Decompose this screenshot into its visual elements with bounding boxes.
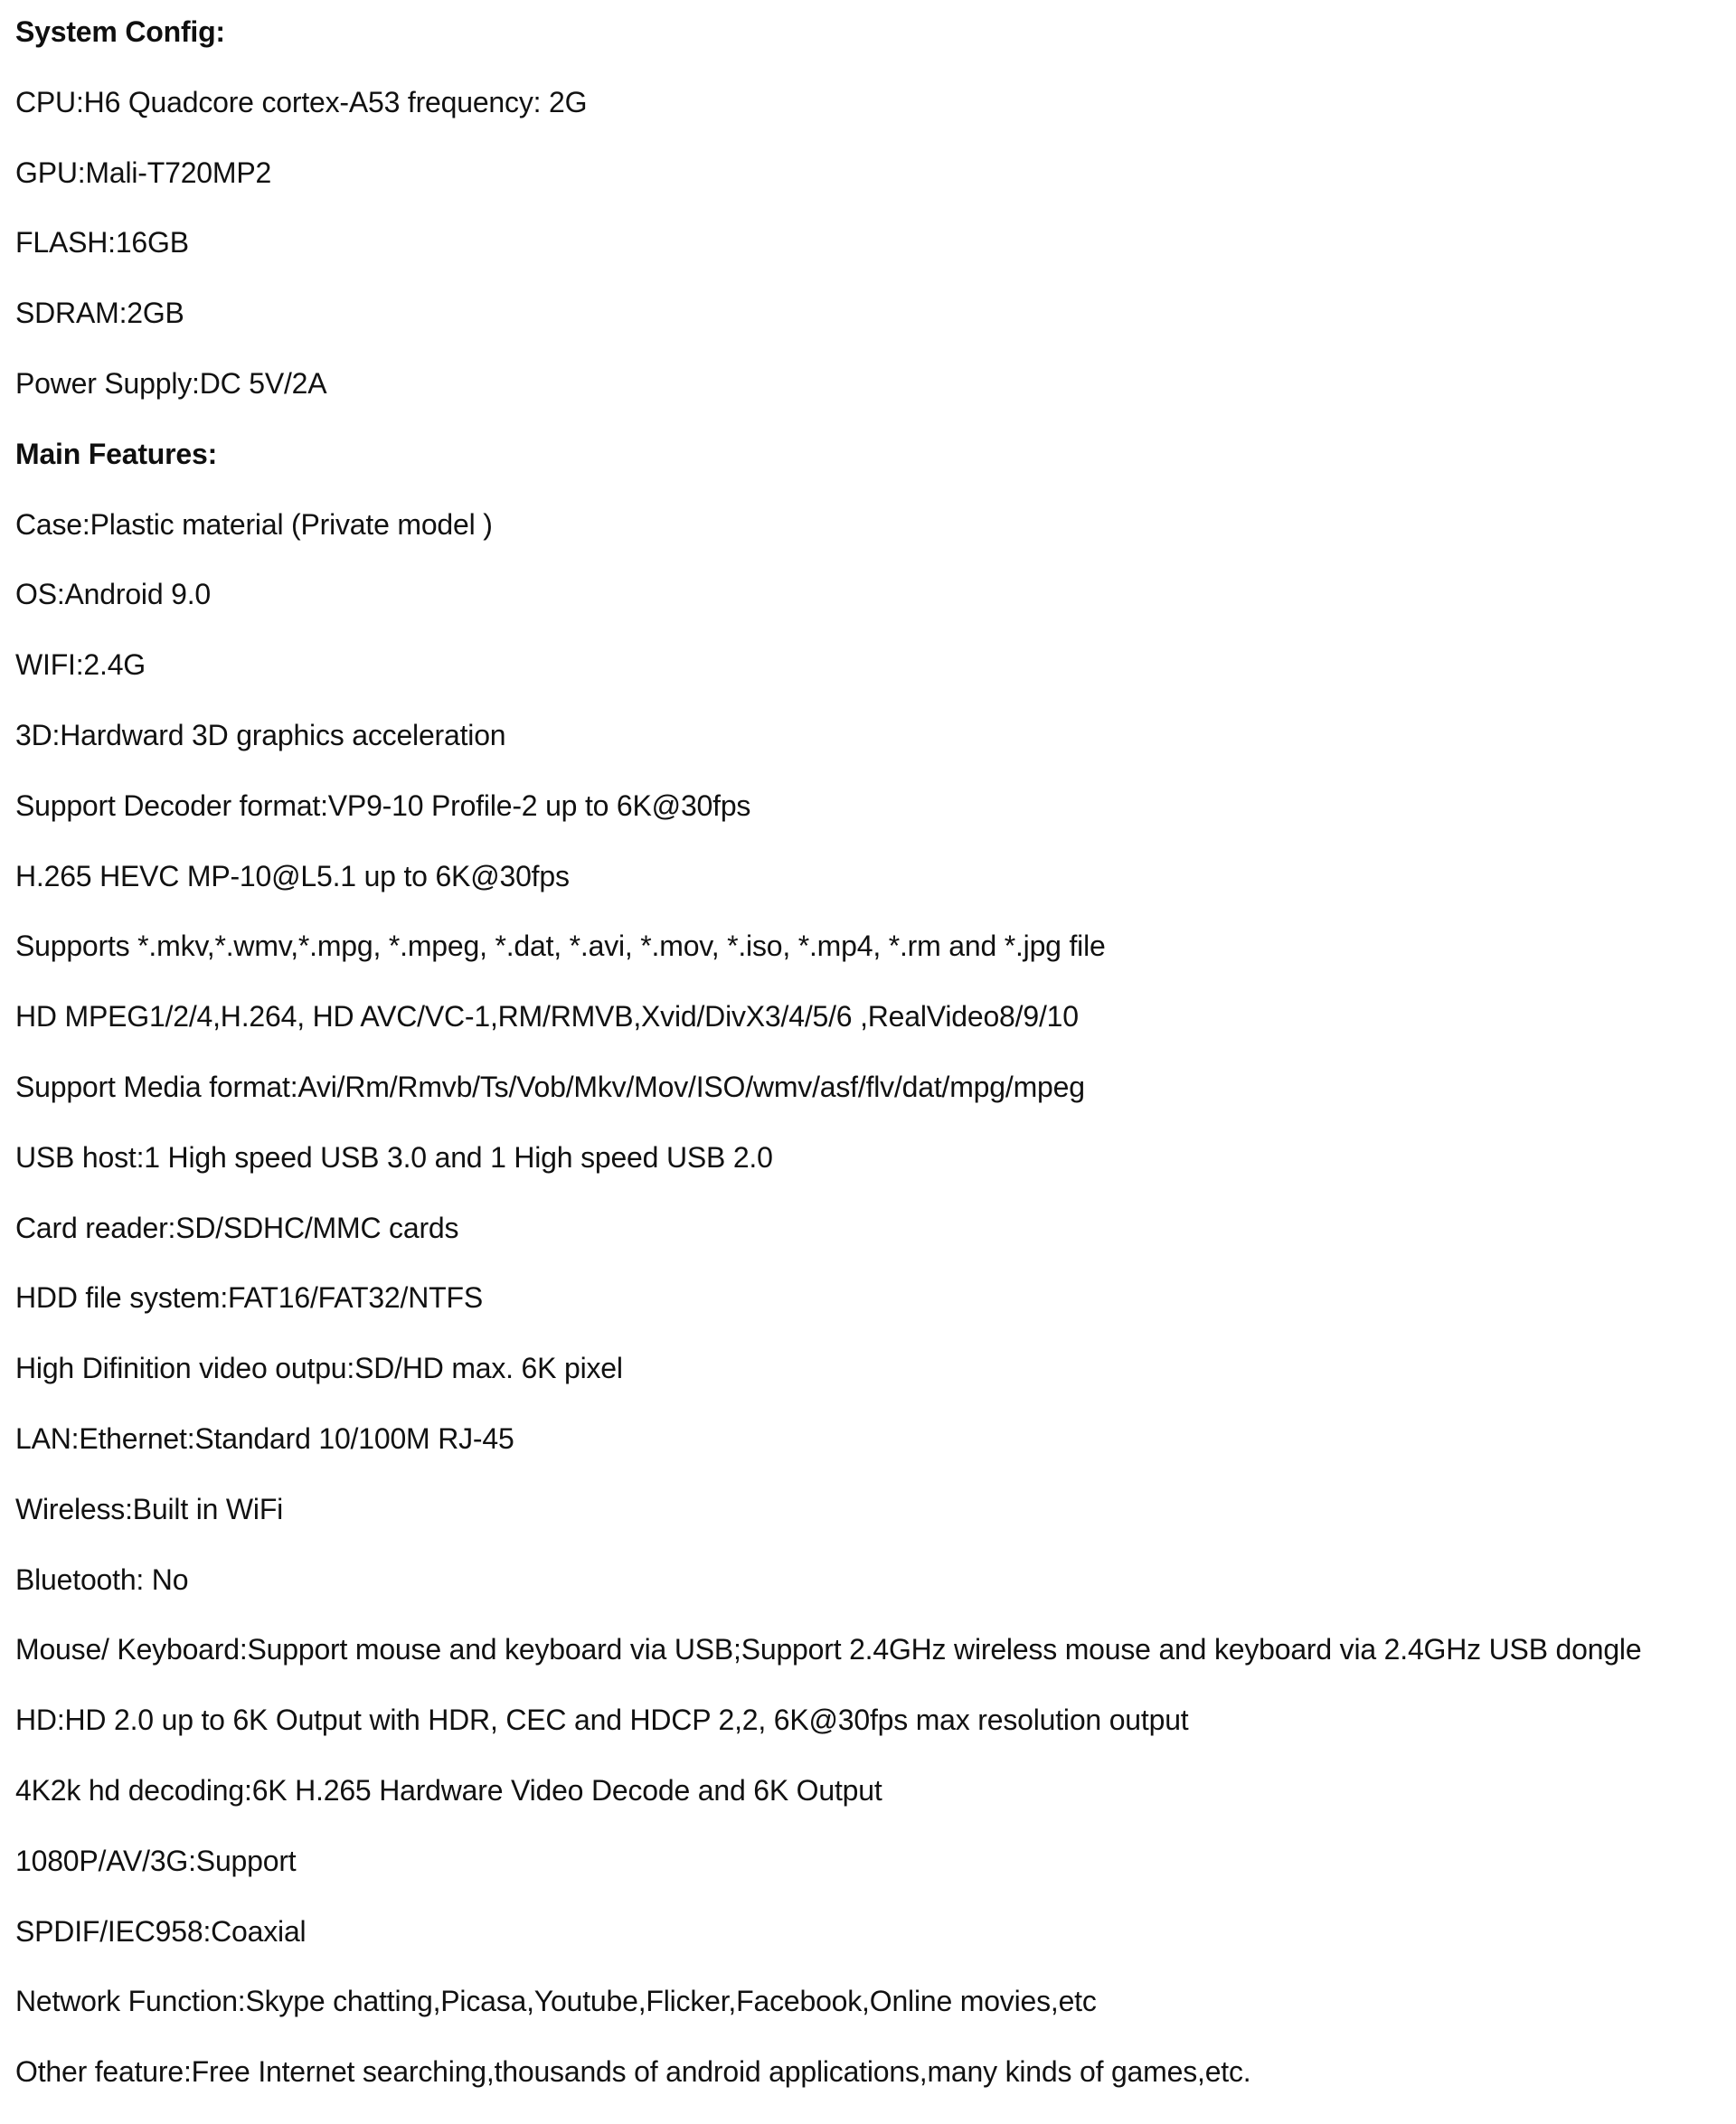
feature-line-mouse-keyboard: Mouse/ Keyboard:Support mouse and keyboard via USB;Support 2.4GHz wireless mouse and keyboard via 2.4GHz USB dongle bbox=[15, 1633, 1642, 1666]
feature-line-lan: LAN:Ethernet:Standard 10/100M RJ-45 bbox=[15, 1421, 514, 1455]
feature-line-media-format: Support Media format:Avi/Rm/Rmvb/Ts/Vob/Mkv/Mov/ISO/wmv/asf/flv/dat/mpg/mpeg bbox=[15, 1070, 1085, 1103]
feature-line-other-feature: Other feature:Free Internet searching,thousands of android applications,many kinds of games,etc. bbox=[15, 2055, 1251, 2089]
spec-line-flash: FLASH:16GB bbox=[15, 226, 189, 260]
system-config-heading: System Config: bbox=[15, 15, 225, 48]
spec-line-cpu: CPU:H6 Quadcore cortex-A53 frequency: 2G bbox=[15, 85, 588, 118]
spec-line-power-supply: Power Supply:DC 5V/2A bbox=[15, 366, 327, 400]
feature-line-card-reader: Card reader:SD/SDHC/MMC cards bbox=[15, 1211, 459, 1244]
feature-line-network-function: Network Function:Skype chatting,Picasa,Youtube,Flicker,Facebook,Online movies,etc bbox=[15, 1985, 1097, 2018]
feature-line-wireless: Wireless:Built in WiFi bbox=[15, 1492, 284, 1525]
feature-line-os: OS:Android 9.0 bbox=[15, 578, 211, 611]
feature-line-h265: H.265 HEVC MP-10@L5.1 up to 6K@30fps bbox=[15, 859, 570, 892]
spec-sheet bbox=[15, 14, 1724, 2124]
feature-line-usb-host: USB host:1 High speed USB 3.0 and 1 High speed USB 2.0 bbox=[15, 1140, 773, 1174]
feature-line-decoder-format: Support Decoder format:VP9-10 Profile-2 up to 6K@30fps bbox=[15, 788, 751, 822]
spec-line-sdram: SDRAM:2GB bbox=[15, 297, 184, 330]
feature-line-wifi: WIFI:2.4G bbox=[15, 648, 146, 682]
feature-line-hd-output: HD:HD 2.0 up to 6K Output with HDR, CEC and HDCP 2,2, 6K@30fps max resolution output bbox=[15, 1704, 1189, 1737]
main-features-heading: Main Features: bbox=[15, 437, 218, 470]
feature-line-bluetooth: Bluetooth: No bbox=[15, 1562, 189, 1596]
feature-line-3d: 3D:Hardward 3D graphics acceleration bbox=[15, 718, 506, 751]
feature-line-video-output: High Difinition video outpu:SD/HD max. 6K pixel bbox=[15, 1352, 623, 1385]
feature-line-hdd-file-system: HDD file system:FAT16/FAT32/NTFS bbox=[15, 1281, 483, 1315]
feature-line-case: Case:Plastic material (Private model ) bbox=[15, 507, 493, 541]
feature-line-4k2k-decoding: 4K2k hd decoding:6K H.265 Hardware Video Decode and 6K Output bbox=[15, 1773, 882, 1807]
feature-line-1080p-av-3g: 1080P/AV/3G:Support bbox=[15, 1844, 297, 1877]
feature-line-spdif: SPDIF/IEC958:Coaxial bbox=[15, 1914, 307, 1948]
feature-line-supported-files: Supports *.mkv,*.wmv,*.mpg, *.mpeg, *.dat, *.avi, *.mov, *.iso, *.mp4, *.rm and *.jpg file bbox=[15, 930, 1106, 963]
feature-line-hd-codecs: HD MPEG1/2/4,H.264, HD AVC/VC-1,RM/RMVB,Xvid/DivX3/4/5/6 ,RealVideo8/9/10 bbox=[15, 1000, 1079, 1034]
spec-line-gpu: GPU:Mali-T720MP2 bbox=[15, 156, 272, 189]
